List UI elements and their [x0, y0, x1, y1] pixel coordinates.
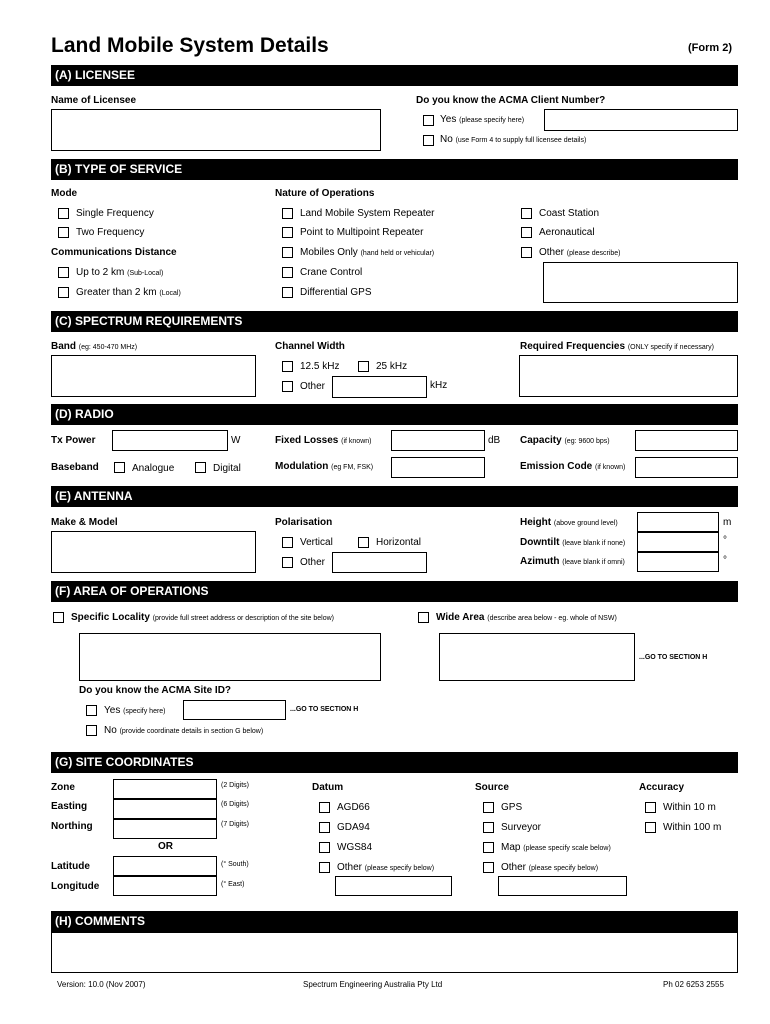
polarisation-label: Polarisation [275, 517, 333, 528]
metre-unit: m [723, 517, 732, 528]
p2mp-label: Point to Multipoint Repeater [300, 227, 424, 238]
datum-other-checkbox[interactable] [319, 862, 330, 873]
wide-area-goto-h: ...GO TO SECTION H [639, 654, 708, 661]
section-b-header [51, 159, 738, 180]
northing-label: Northing [51, 821, 93, 832]
analogue-label: Analogue [132, 463, 175, 474]
emission-code-label: Emission Code (if known) [520, 461, 626, 472]
site-id-question: Do you know the ACMA Site ID? [79, 685, 232, 696]
client-no-checkbox[interactable] [423, 135, 434, 146]
footer-phone: Ph 02 6253 2555 [663, 980, 724, 989]
site-no-label: No (provide coordinate details in section G below) [104, 725, 264, 736]
longitude-label: Longitude [51, 881, 100, 892]
band-field[interactable] [51, 355, 256, 397]
easting-note: (6 Digits) [221, 801, 250, 808]
source-other-field[interactable] [498, 876, 627, 896]
cw-25-label: 25 kHz [376, 361, 408, 372]
tx-power-field[interactable] [112, 430, 228, 451]
vertical-label: Vertical [300, 537, 333, 548]
make-model-field[interactable] [51, 531, 256, 573]
downtilt-field[interactable] [637, 532, 719, 552]
section-h-header [51, 911, 738, 932]
repeater-checkbox[interactable] [282, 208, 293, 219]
section-g-header [51, 752, 738, 773]
acma-client-question: Do you know the ACMA Client Number? [416, 95, 606, 106]
page-title: Land Mobile System Details [51, 34, 329, 57]
northing-note: (7 Digits) [221, 821, 250, 828]
longitude-note: (° East) [221, 881, 245, 888]
section-d-header [51, 404, 738, 425]
other-service-checkbox[interactable] [521, 247, 532, 258]
upto-2km-checkbox[interactable] [58, 267, 69, 278]
site-no-checkbox[interactable] [86, 725, 97, 736]
gps-label: GPS [501, 802, 523, 813]
section-e-header [51, 486, 738, 507]
easting-label: Easting [51, 801, 88, 812]
gps-checkbox[interactable] [483, 802, 494, 813]
gda94-checkbox[interactable] [319, 822, 330, 833]
map-label: Map (please specify scale below) [501, 842, 611, 853]
baseband-label: Baseband [51, 462, 99, 473]
height-label: Height (above ground level) [520, 517, 618, 528]
cw-other-label: Other [300, 381, 326, 392]
repeater-label: Land Mobile System Repeater [300, 208, 435, 219]
azimuth-label: Azimuth (leave blank if omni) [520, 556, 625, 567]
comments-field[interactable] [51, 932, 738, 973]
gda94-label: GDA94 [337, 822, 370, 833]
section-f-title: (F) AREA OF OPERATIONS [55, 584, 209, 598]
section-c-header [51, 311, 738, 332]
section-a-title: (A) LICENSEE [55, 68, 136, 82]
watt-unit: W [231, 435, 241, 446]
greater-2km-checkbox[interactable] [58, 287, 69, 298]
horizontal-label: Horizontal [376, 537, 422, 548]
footer-company: Spectrum Engineering Australia Pty Ltd [303, 980, 443, 989]
horizontal-checkbox[interactable] [358, 537, 369, 548]
azimuth-field[interactable] [637, 552, 719, 572]
aero-label: Aeronautical [539, 227, 595, 238]
pol-other-label: Other [300, 557, 326, 568]
within-100m-checkbox[interactable] [645, 822, 656, 833]
or-separator: OR [158, 841, 173, 852]
db-unit: dB [488, 435, 501, 446]
mobiles-label: Mobiles Only (hand held or vehicular) [300, 247, 435, 258]
vertical-checkbox[interactable] [282, 537, 293, 548]
datum-label: Datum [312, 782, 344, 793]
site-yes-goto-h: ...GO TO SECTION H [290, 706, 359, 713]
pol-other-field[interactable] [332, 552, 427, 573]
source-label: Source [475, 782, 509, 793]
section-e-title: (E) ANTENNA [55, 489, 133, 503]
map-checkbox[interactable] [483, 842, 494, 853]
upto-2km-label: Up to 2 km (Sub-Local) [76, 267, 164, 278]
northing-field[interactable] [113, 819, 217, 839]
client-yes-label: Yes (please specify here) [440, 114, 525, 125]
single-frequency-label: Single Frequency [76, 208, 154, 219]
wide-area-field[interactable] [439, 633, 635, 681]
specific-locality-checkbox[interactable] [53, 612, 64, 623]
cw-125-label: 12.5 kHz [300, 361, 340, 372]
surveyor-checkbox[interactable] [483, 822, 494, 833]
pol-other-checkbox[interactable] [282, 557, 293, 568]
latitude-field[interactable] [113, 856, 217, 876]
nature-label: Nature of Operations [275, 188, 375, 199]
capacity-label: Capacity (eg: 9600 bps) [520, 435, 610, 446]
cw-125-checkbox[interactable] [282, 361, 293, 372]
latitude-label: Latitude [51, 861, 90, 872]
footer-version: Version: 10.0 (Nov 2007) [57, 980, 146, 989]
wgs84-checkbox[interactable] [319, 842, 330, 853]
form-number: (Form 2) [688, 42, 732, 54]
required-frequencies-field[interactable] [519, 355, 738, 397]
site-id-field[interactable] [183, 700, 286, 720]
agd66-checkbox[interactable] [319, 802, 330, 813]
crane-checkbox[interactable] [282, 267, 293, 278]
dgps-checkbox[interactable] [282, 287, 293, 298]
coast-label: Coast Station [539, 208, 600, 219]
modulation-field[interactable] [391, 457, 485, 478]
downtilt-label: Downtilt (leave blank if none) [520, 537, 626, 548]
aero-checkbox[interactable] [521, 227, 532, 238]
surveyor-label: Surveyor [501, 822, 542, 833]
agd66-label: AGD66 [337, 802, 370, 813]
section-d-title: (D) RADIO [55, 407, 114, 421]
specific-locality-field[interactable] [79, 633, 381, 681]
emission-code-field[interactable] [635, 457, 738, 478]
section-h-title: (H) COMMENTS [55, 914, 145, 928]
analogue-checkbox[interactable] [114, 462, 125, 473]
required-frequencies-label: Required Frequencies (ONLY specify if necessary) [520, 341, 714, 352]
site-yes-label: Yes (specify here) [104, 705, 166, 716]
easting-field[interactable] [113, 799, 217, 819]
within-10m-label: Within 10 m [663, 802, 716, 813]
section-b-title: (B) TYPE OF SERVICE [55, 162, 183, 176]
channel-width-label: Channel Width [275, 341, 345, 352]
other-service-field[interactable] [543, 262, 738, 303]
height-field[interactable] [637, 512, 719, 532]
digital-checkbox[interactable] [195, 462, 206, 473]
digital-label: Digital [213, 463, 241, 474]
wide-area-checkbox[interactable] [418, 612, 429, 623]
specific-locality-label: Specific Locality (provide full street address or description of the site below) [71, 612, 335, 623]
khz-unit: kHz [430, 380, 448, 391]
capacity-field[interactable] [635, 430, 738, 451]
within-10m-checkbox[interactable] [645, 802, 656, 813]
client-no-label: No (use Form 4 to supply full licensee details) [440, 134, 587, 145]
mobiles-checkbox[interactable] [282, 247, 293, 258]
other-service-label: Other (please describe) [539, 247, 621, 258]
licensee-name-label: Name of Licensee [51, 95, 137, 106]
datum-other-field[interactable] [335, 876, 452, 896]
greater-2km-label: Greater than 2 km (Local) [76, 287, 181, 298]
crane-label: Crane Control [300, 267, 363, 278]
datum-other-label: Other (please specify below) [337, 862, 435, 873]
tx-power-label: Tx Power [51, 435, 96, 446]
comms-distance-label: Communications Distance [51, 247, 177, 258]
zone-note: (2 Digits) [221, 782, 250, 789]
band-label: Band (eg: 450-470 MHz) [51, 341, 138, 352]
modulation-label: Modulation (eg FM, FSK) [275, 461, 374, 472]
dgps-label: Differential GPS [300, 287, 372, 298]
client-yes-checkbox[interactable] [423, 115, 434, 126]
section-f-header [51, 581, 738, 602]
fixed-losses-label: Fixed Losses (if known) [275, 435, 372, 446]
licensee-name-field[interactable] [51, 109, 381, 151]
site-yes-checkbox[interactable] [86, 705, 97, 716]
within-100m-label: Within 100 m [663, 822, 722, 833]
cw-other-field[interactable] [332, 376, 427, 398]
two-frequency-checkbox[interactable] [58, 227, 69, 238]
cw-25-checkbox[interactable] [358, 361, 369, 372]
source-other-checkbox[interactable] [483, 862, 494, 873]
single-frequency-checkbox[interactable] [58, 208, 69, 219]
p2mp-checkbox[interactable] [282, 227, 293, 238]
zone-label: Zone [51, 782, 75, 793]
section-a-header [51, 65, 738, 86]
longitude-field[interactable] [113, 876, 217, 896]
fixed-losses-field[interactable] [391, 430, 485, 451]
section-c-title: (C) SPECTRUM REQUIREMENTS [55, 314, 243, 328]
source-other-label: Other (please specify below) [501, 862, 599, 873]
cw-other-checkbox[interactable] [282, 381, 293, 392]
zone-field[interactable] [113, 779, 217, 799]
azimuth-degree-unit: ° [723, 555, 727, 566]
wide-area-label: Wide Area (describe area below - eg. whole of NSW) [436, 612, 617, 623]
two-frequency-label: Two Frequency [76, 227, 145, 238]
make-model-label: Make & Model [51, 517, 118, 528]
downtilt-degree-unit: ° [723, 535, 727, 546]
accuracy-label: Accuracy [639, 782, 685, 793]
section-g-title: (G) SITE COORDINATES [55, 755, 194, 769]
wgs84-label: WGS84 [337, 842, 373, 853]
mode-label: Mode [51, 188, 78, 199]
coast-checkbox[interactable] [521, 208, 532, 219]
latitude-note: (° South) [221, 861, 249, 868]
client-number-field[interactable] [544, 109, 738, 131]
